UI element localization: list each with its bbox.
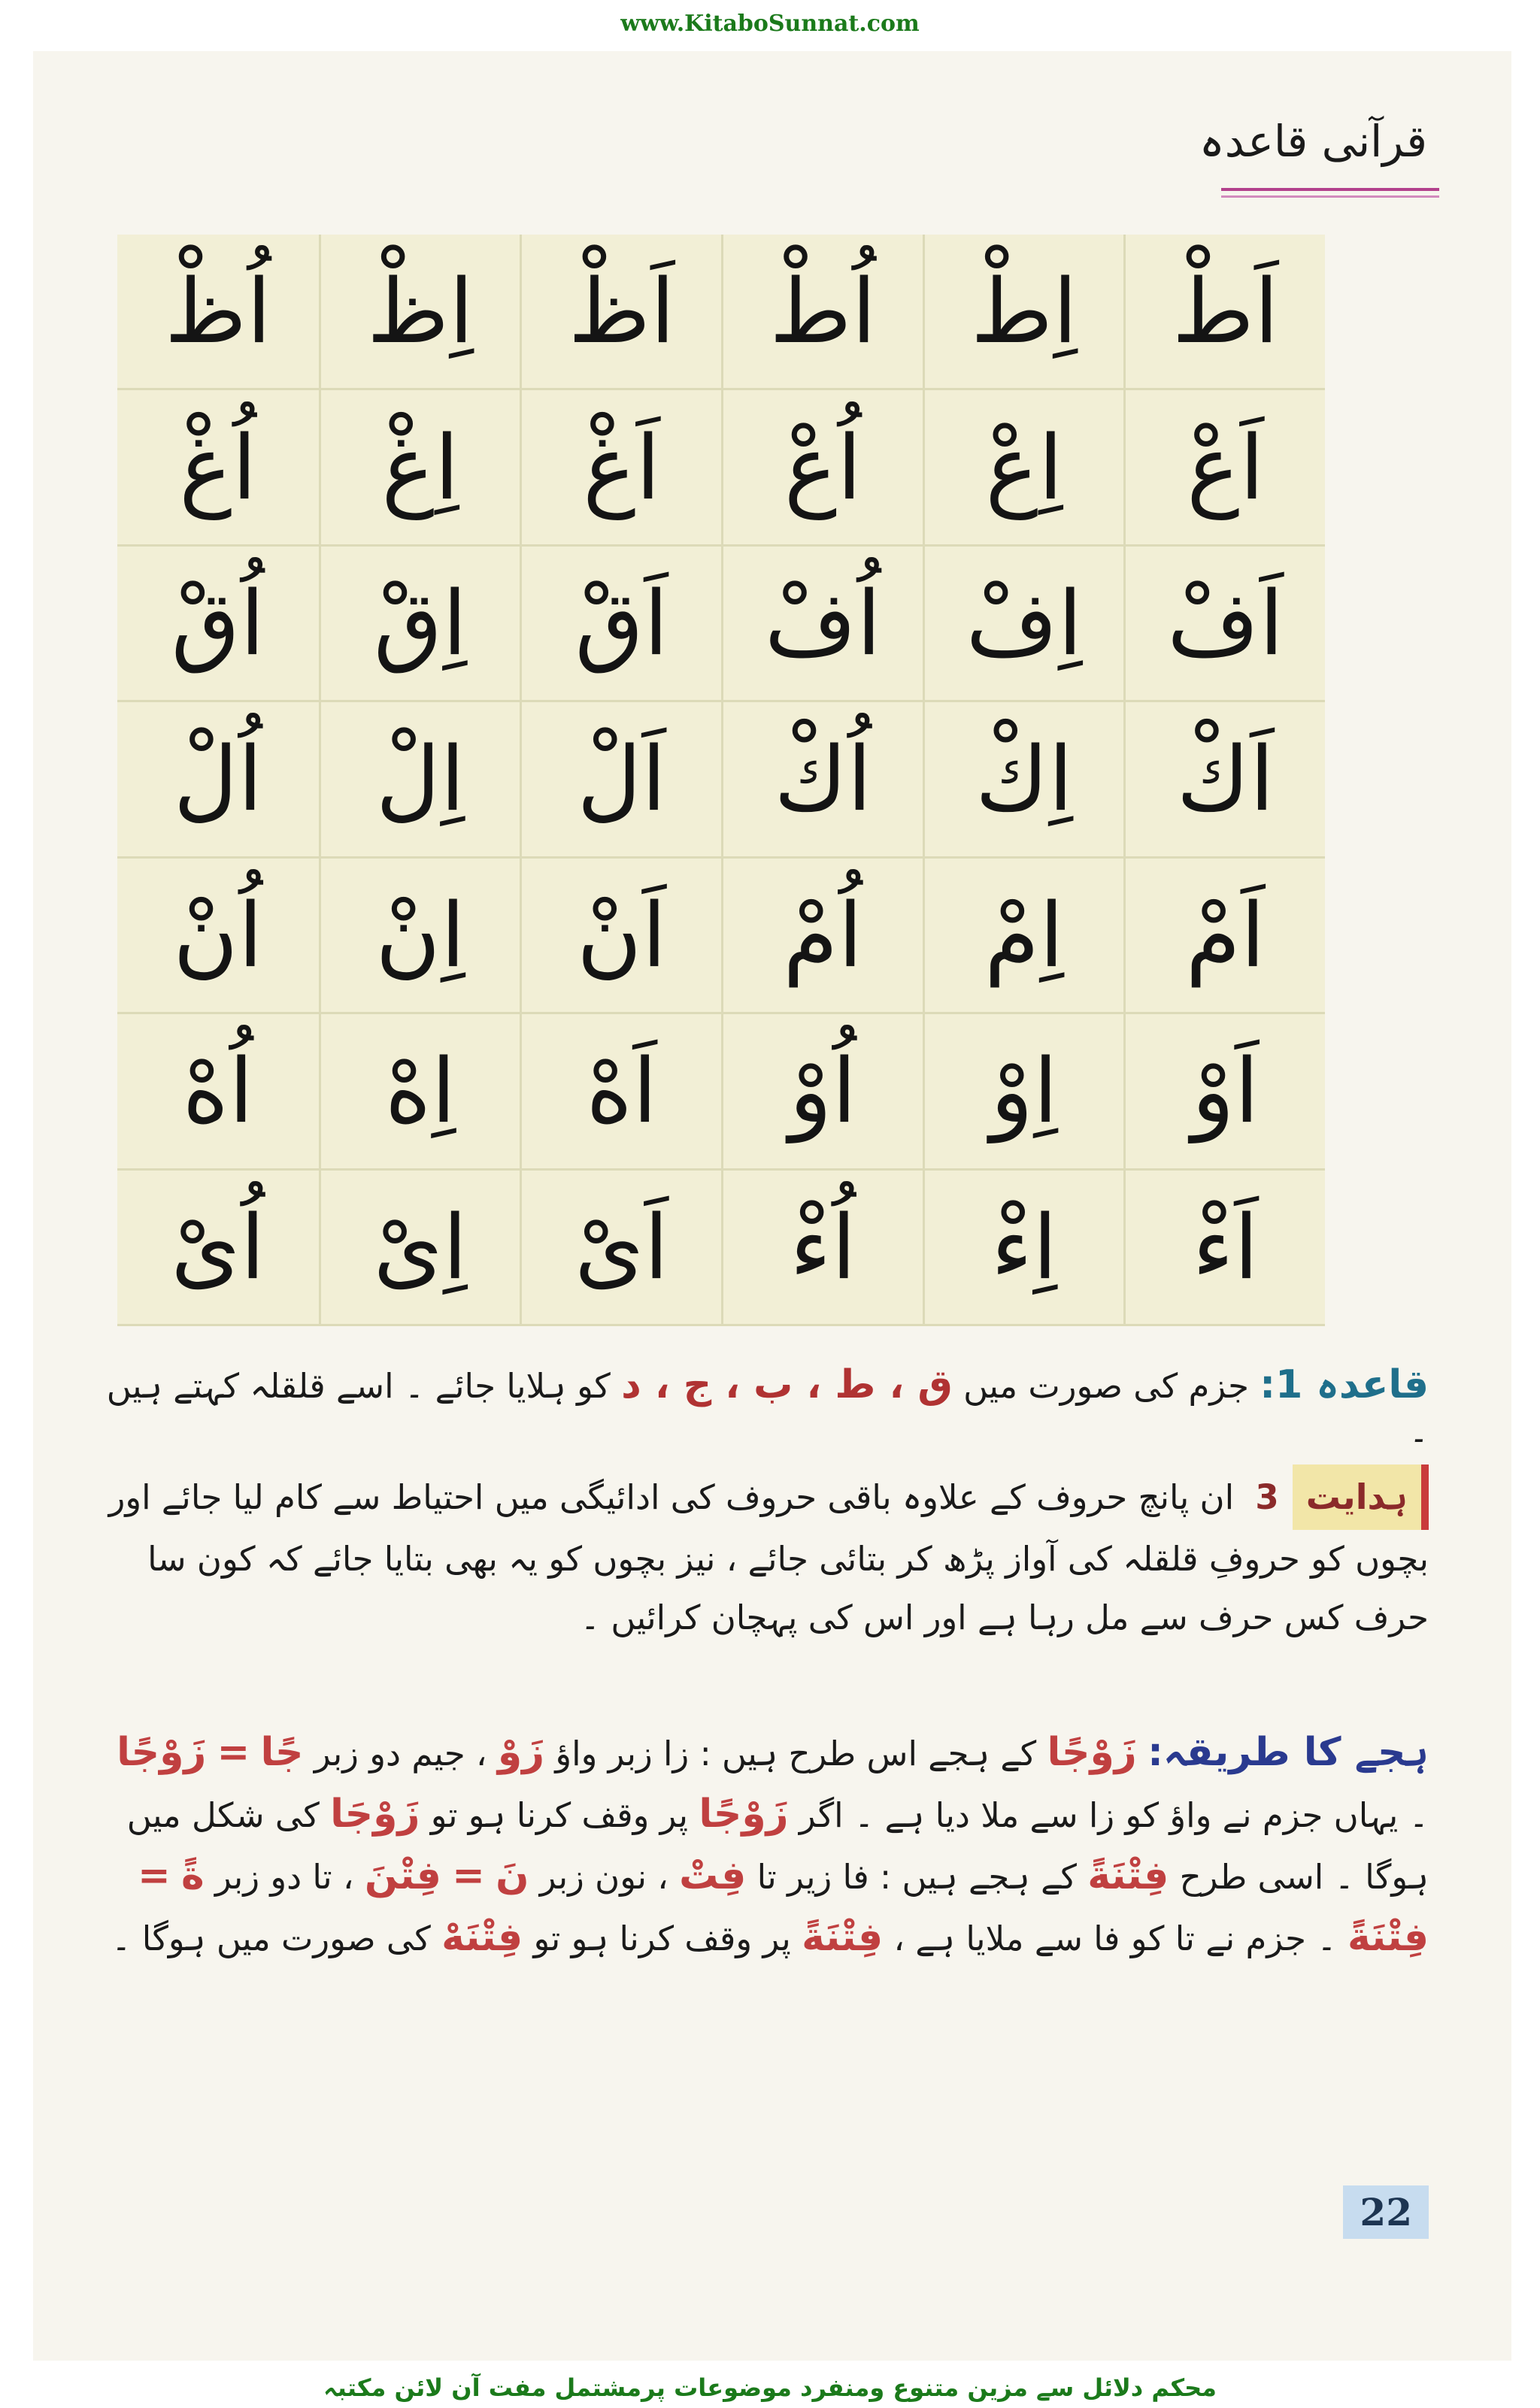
method-text-5: کی شکل میں ہوگا ۔ اسی طرح	[126, 1795, 1429, 1898]
rule-1-text-b: کو ہلایا جائے ۔ اسے قلقلہ کہتے ہیں ۔	[106, 1366, 1429, 1450]
grid-cell: اُوْ	[721, 1014, 923, 1170]
grid-cell: اُكْ	[721, 702, 923, 858]
word-fitnatan: فِتْنَةً	[1087, 1853, 1169, 1899]
hidayat-paragraph	[105, 1464, 1429, 1646]
word-fitnah-waqf: فِتْنَهْ	[441, 1915, 523, 1961]
grid-cell: اِوْ	[923, 1014, 1124, 1170]
grid-cell: اِهْ	[319, 1014, 520, 1170]
grid-cell: اَنْ	[520, 859, 721, 1014]
word-fitnatan-result: فِتْنَةً	[1347, 1915, 1429, 1961]
syllable-fit: فِتْ	[679, 1853, 747, 1899]
qalqala-letters: ق ، ط ، ب ، ج ، د	[621, 1362, 953, 1407]
page-number: 22	[1343, 2185, 1429, 2239]
equals-sign-1: =	[217, 1730, 250, 1775]
grid-cell: اَوْ	[1123, 1014, 1325, 1170]
syllable-grid	[117, 235, 1325, 1326]
syllable-tan: ةً	[180, 1853, 205, 1899]
page-title: قرآنی قاعدہ	[1199, 116, 1427, 167]
grid-cell: اَغْ	[520, 390, 721, 546]
book-page	[33, 51, 1511, 2361]
grid-cell: اَعْ	[1123, 390, 1325, 546]
grid-cell: اُفْ	[721, 547, 923, 702]
grid-cell: اُعْ	[721, 390, 923, 546]
hidayat-label: ہدایت	[1305, 1477, 1408, 1517]
grid-cell: اِغْ	[319, 390, 520, 546]
grid-cell: اَظْ	[520, 235, 721, 390]
equals-sign-2: =	[452, 1853, 485, 1899]
grid-cell: اِقْ	[319, 547, 520, 702]
method-text-3: ۔ یہاں جزم نے واؤ کو زا سے ملا دیا ہے ۔ اگر	[799, 1795, 1429, 1836]
method-text-8: ، تا دو زبر	[214, 1857, 354, 1898]
grid-cell: اِءْ	[923, 1171, 1124, 1326]
grid-cell: اِعْ	[923, 390, 1124, 546]
grid-cell: اُنْ	[117, 859, 319, 1014]
method-text-6: کے ہجے ہیں : فا زیر تا	[756, 1857, 1077, 1898]
syllable-fitna: فِتْنَ	[364, 1853, 441, 1899]
syllable-zaw: زَوْ	[497, 1730, 545, 1775]
grid-cell: اَءْ	[1123, 1171, 1325, 1326]
grid-cell: اِنْ	[319, 859, 520, 1014]
hidayat-number: 3	[1255, 1477, 1279, 1517]
hidayat-badge	[1293, 1464, 1429, 1530]
grid-cell: اَطْ	[1123, 235, 1325, 390]
method-text-1: کے ہجے اس طرح ہیں : زا زبر واؤ	[555, 1734, 1037, 1773]
equals-sign-3: =	[138, 1853, 171, 1899]
title-underline	[1221, 188, 1439, 198]
rule-1-paragraph	[105, 1361, 1429, 1452]
word-fitnatan-again: فِتْنَةً	[802, 1915, 884, 1961]
grid-cell: اَكْ	[1123, 702, 1325, 858]
word-zawjan-result: زَوْجًا	[117, 1730, 207, 1775]
rule-1-text-a: جزم کی صورت میں	[963, 1366, 1249, 1406]
grid-cell: اِمْ	[923, 859, 1124, 1014]
grid-cell: اِظْ	[319, 235, 520, 390]
word-zawja-waqf: زَوْجَا	[330, 1792, 420, 1837]
grid-cell: اُقْ	[117, 547, 319, 702]
grid-cell: اَلْ	[520, 702, 721, 858]
grid-cell: اَهْ	[520, 1014, 721, 1170]
grid-cell: اُطْ	[721, 235, 923, 390]
method-label: ہجے کا طریقہ:	[1147, 1730, 1429, 1775]
grid-cell: اِفْ	[923, 547, 1124, 702]
grid-cell: اَمْ	[1123, 859, 1325, 1014]
word-zawjan-again: زَوْجًا	[699, 1792, 789, 1837]
hidayat-text: ان پانچ حروف کے علاوہ باقی حروف کی ادائیگی میں احتیاط سے کام لیا جائے اور بچوں کو حروفِ قلقلہ کی آواز پڑھ کر بتائی جائے ، نیز بچوں کو یہ بھی بتایا جائے کہ کون سا حرف کس حرف سے مل رہا ہے اور اس کی پہچان کرائیں ۔	[108, 1477, 1429, 1637]
word-zawjan: زَوْجًا	[1047, 1730, 1137, 1775]
spelling-method-paragraph	[105, 1722, 1429, 1969]
grid-cell: اُظْ	[117, 235, 319, 390]
grid-cell: اِكْ	[923, 702, 1124, 858]
grid-cell: اِطْ	[923, 235, 1124, 390]
grid-cell: اُمْ	[721, 859, 923, 1014]
grid-cell: اِیْ	[319, 1171, 520, 1326]
grid-cell: اُهْ	[117, 1014, 319, 1170]
footer-banner: محکم دلائل سے مزین متنوع ومنفرد موضوعات پرمشتمل مفت آن لائن مکتبہ	[323, 2373, 1217, 2402]
grid-cell: اَیْ	[520, 1171, 721, 1326]
method-text-4: پر وقف کرنا ہو تو	[430, 1795, 689, 1836]
grid-cell: اُغْ	[117, 390, 319, 546]
grid-cell: اَقْ	[520, 547, 721, 702]
method-text-2: ، جیم دو زبر	[314, 1734, 487, 1773]
grid-cell: اِلْ	[319, 702, 520, 858]
site-url[interactable]: www.KitaboSunnat.com	[620, 11, 920, 37]
grid-cell: اُءْ	[721, 1171, 923, 1326]
method-text-9: ۔ جزم نے تا کو فا سے ملایا ہے ،	[893, 1919, 1337, 1959]
method-text-10: پر وقف کرنا ہو تو	[533, 1919, 791, 1959]
grid-cell: اُیْ	[117, 1171, 319, 1326]
syllable-na: نَ	[496, 1853, 529, 1899]
method-text-7: ، نون زبر	[539, 1857, 668, 1898]
grid-cell: اَفْ	[1123, 547, 1325, 702]
method-text-11: کی صورت میں ہوگا ۔	[111, 1919, 431, 1959]
syllable-ja: جًا	[260, 1730, 304, 1775]
grid-cell: اُلْ	[117, 702, 319, 858]
rule-1-label: قاعدہ 1:	[1260, 1362, 1429, 1407]
